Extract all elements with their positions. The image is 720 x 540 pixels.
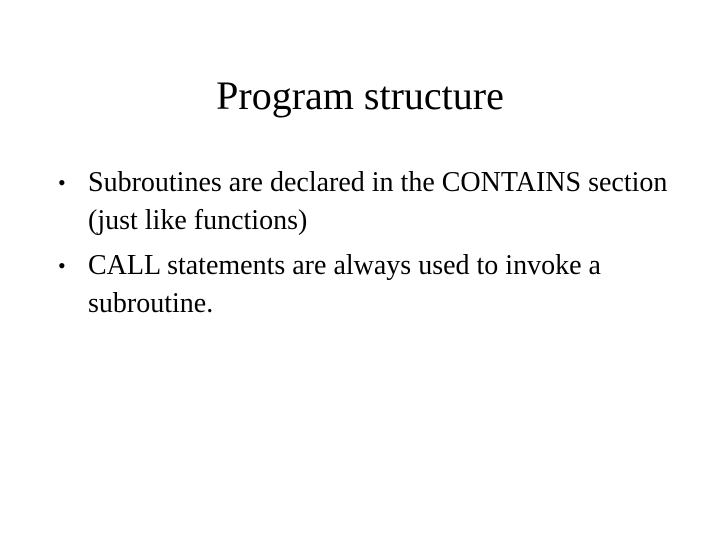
- slide-title: Program structure: [216, 73, 504, 118]
- bullet-item: [58, 247, 678, 323]
- bullet-text: Subroutines are declared in the CONTAINS section (just like functions): [88, 167, 668, 236]
- bullet-item: [58, 164, 678, 240]
- bullet-text: CALL statements are always used to invoke a subroutine.: [88, 250, 601, 319]
- bullet-icon: •: [58, 170, 66, 195]
- bullet-list: [58, 164, 678, 330]
- bullet-icon: •: [58, 253, 66, 278]
